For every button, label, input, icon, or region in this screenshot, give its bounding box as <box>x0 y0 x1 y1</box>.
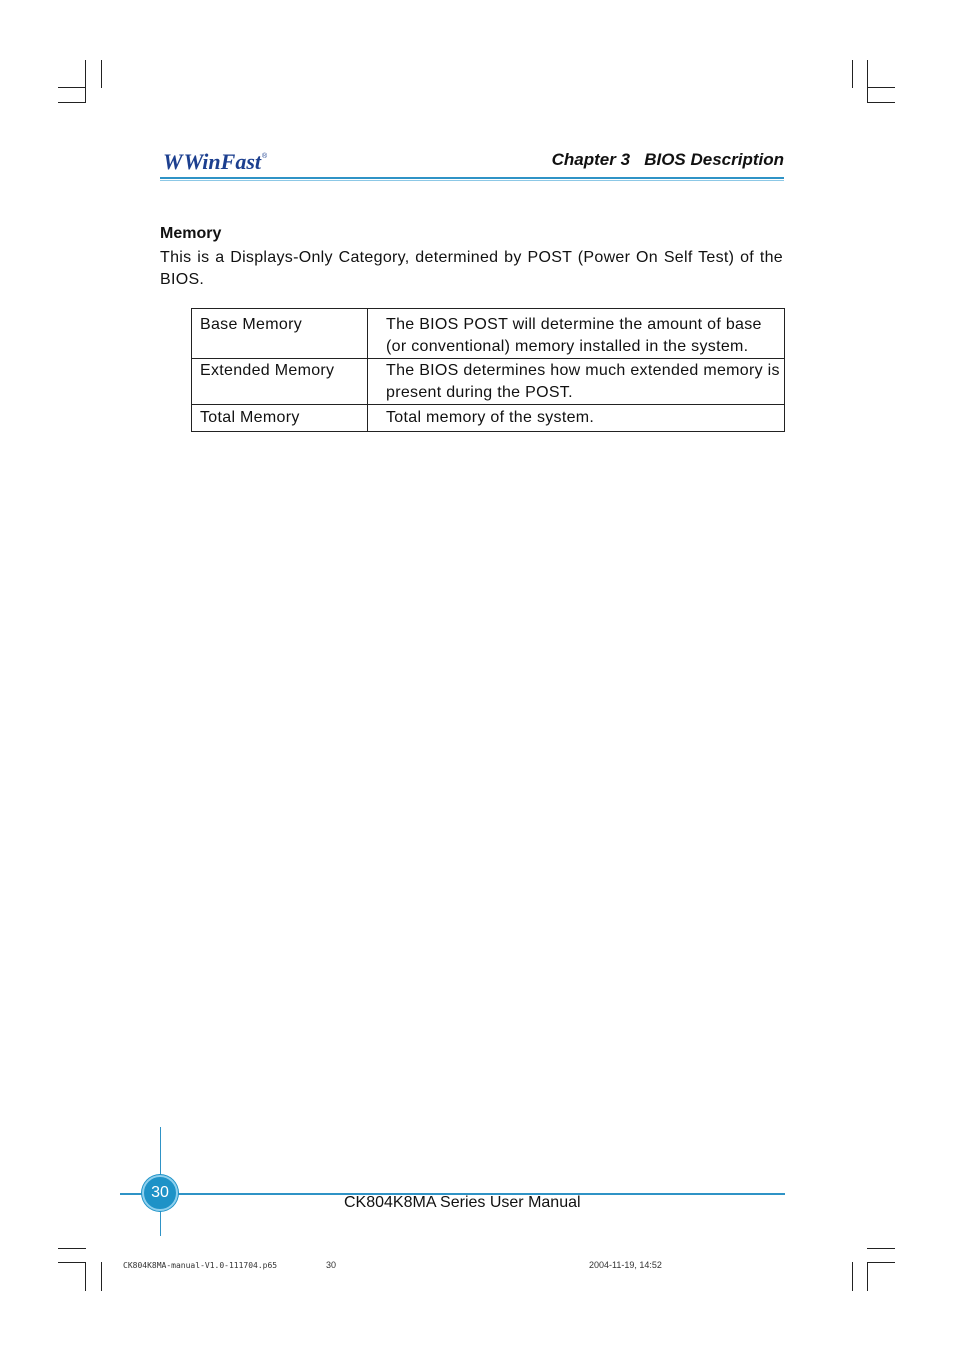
crop-mark <box>58 1248 86 1249</box>
crop-mark <box>85 60 86 103</box>
table-row <box>192 359 785 405</box>
table-cell-description <box>368 405 785 432</box>
crop-mark <box>852 1262 853 1291</box>
section-intro: This is a Displays-Only Category, determined by POST (Power On Self Test) of the BIOS. <box>160 249 783 288</box>
header-rule <box>160 177 784 179</box>
print-page-number: 30 <box>326 1260 337 1270</box>
crop-mark <box>867 87 895 88</box>
print-date: 2004-11-19, 14:52 <box>589 1260 662 1270</box>
table-cell-description <box>368 359 785 405</box>
page-number-badge: 30 <box>142 1175 178 1211</box>
table-cell-description <box>368 309 785 359</box>
header-rule-thin <box>160 180 784 181</box>
table-row <box>192 405 785 432</box>
memory-table <box>191 308 785 432</box>
table-cell-term <box>192 405 368 432</box>
crop-mark <box>867 1248 895 1249</box>
crop-mark <box>867 1262 895 1263</box>
crop-mark <box>101 60 102 88</box>
logo-text: WinFast <box>183 149 262 174</box>
print-file-name: CK804K8MA-manual-V1.0-111704.p65 <box>123 1261 278 1270</box>
crop-mark <box>58 1262 86 1263</box>
crop-mark <box>58 87 86 88</box>
logo-mark: W <box>163 149 180 174</box>
table-row <box>192 309 785 359</box>
crop-mark <box>85 1262 86 1291</box>
crop-mark <box>58 102 86 103</box>
crop-mark <box>867 102 895 103</box>
description-text: The BIOS POST will determine the amount of base (or conventional) memory installed in the system. <box>386 316 762 355</box>
term-text: Total Memory <box>200 409 300 426</box>
description-text: Total memory of the system. <box>386 409 595 426</box>
term-text: Extended Memory <box>200 362 335 379</box>
manual-title: CK804K8MA Series User Manual <box>344 1194 581 1211</box>
table-cell-term <box>192 359 368 405</box>
table-cell-term <box>192 309 368 359</box>
term-text: Base Memory <box>200 316 302 333</box>
section-title: Memory <box>160 225 222 242</box>
crop-mark <box>867 1262 868 1291</box>
crop-mark <box>101 1262 102 1291</box>
winfast-logo <box>163 149 267 175</box>
description-text: The BIOS determines how much extended memory is present during the POST. <box>386 362 780 401</box>
crop-mark <box>867 60 868 103</box>
crop-mark <box>852 60 853 88</box>
chapter-title: Chapter 3 BIOS Description <box>551 150 784 169</box>
registered-mark: ® <box>262 153 268 160</box>
